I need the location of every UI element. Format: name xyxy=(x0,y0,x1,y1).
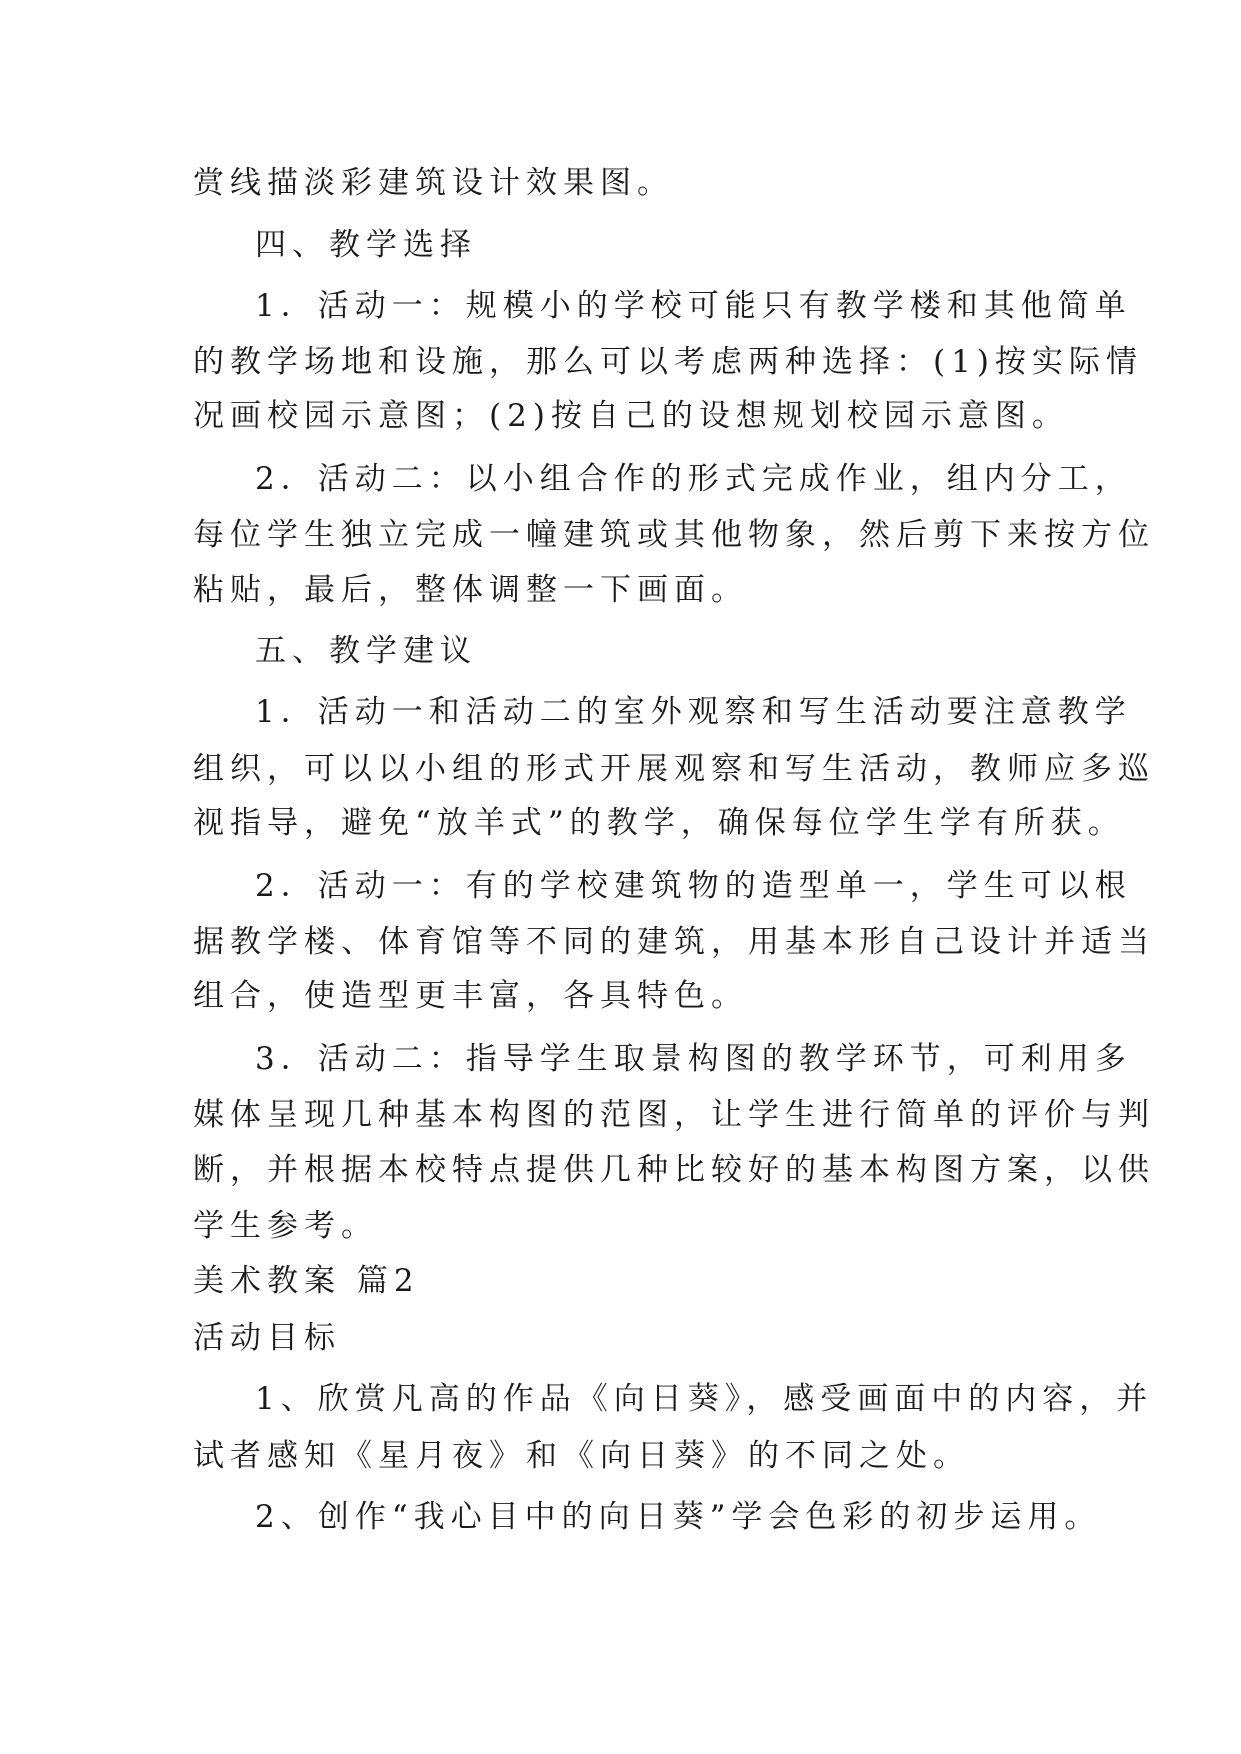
article-title: 美术教案 篇2 xyxy=(193,1263,420,1299)
text-line: 据教学楼、体育馆等不同的建筑，用基本形自己设计并适当 xyxy=(193,924,1155,960)
text-line: 断，并根据本校特点提供几种比较好的基本构图方案，以供 xyxy=(193,1152,1155,1188)
text-line: 2、创作“我心目中的向日葵”学会色彩的初步运用。 xyxy=(255,1499,1102,1535)
text-line: 每位学生独立完成一幢建筑或其他物象，然后剪下来按方位 xyxy=(193,517,1155,553)
text-line: 况画校园示意图；(2)按自己的设想规划校园示意图。 xyxy=(193,398,1069,434)
text-line: 1．活动一和活动二的室外观察和写生活动要注意教学 xyxy=(255,694,1132,730)
section-heading: 活动目标 xyxy=(193,1320,341,1356)
text-line: 1、欣赏凡高的作品《向日葵》，感受画面中的内容，并 xyxy=(255,1381,1154,1417)
text-line: 2．活动一：有的学校建筑物的造型单一，学生可以根 xyxy=(255,868,1132,904)
text-line: 赏线描淡彩建筑设计效果图。 xyxy=(193,165,674,201)
text-line: 组织，可以以小组的形式开展观察和写生活动，教师应多巡 xyxy=(193,751,1155,787)
text-line: 媒体呈现几种基本构图的范图，让学生进行简单的评价与判 xyxy=(193,1097,1155,1133)
text-line: 3．活动二：指导学生取景构图的教学环节，可利用多 xyxy=(255,1041,1132,1077)
text-line: 视指导，避免“放羊式”的教学，确保每位学生学有所获。 xyxy=(193,805,1125,841)
text-line: 的教学场地和设施，那么可以考虑两种选择：(1)按实际情 xyxy=(193,344,1143,380)
section-heading: 四、教学选择 xyxy=(255,227,477,263)
text-line: 学生参考。 xyxy=(193,1208,378,1244)
text-line: 1．活动一：规模小的学校可能只有教学楼和其他简单 xyxy=(255,288,1132,324)
text-line: 2．活动二：以小组合作的形式完成作业，组内分工， xyxy=(255,461,1132,497)
section-heading: 五、教学建议 xyxy=(255,633,477,669)
text-line: 粘贴，最后，整体调整一下画面。 xyxy=(193,572,748,608)
text-line: 组合，使造型更丰富，各具特色。 xyxy=(193,978,748,1014)
text-line: 试者感知《星月夜》和《向日葵》的不同之处。 xyxy=(193,1438,970,1474)
